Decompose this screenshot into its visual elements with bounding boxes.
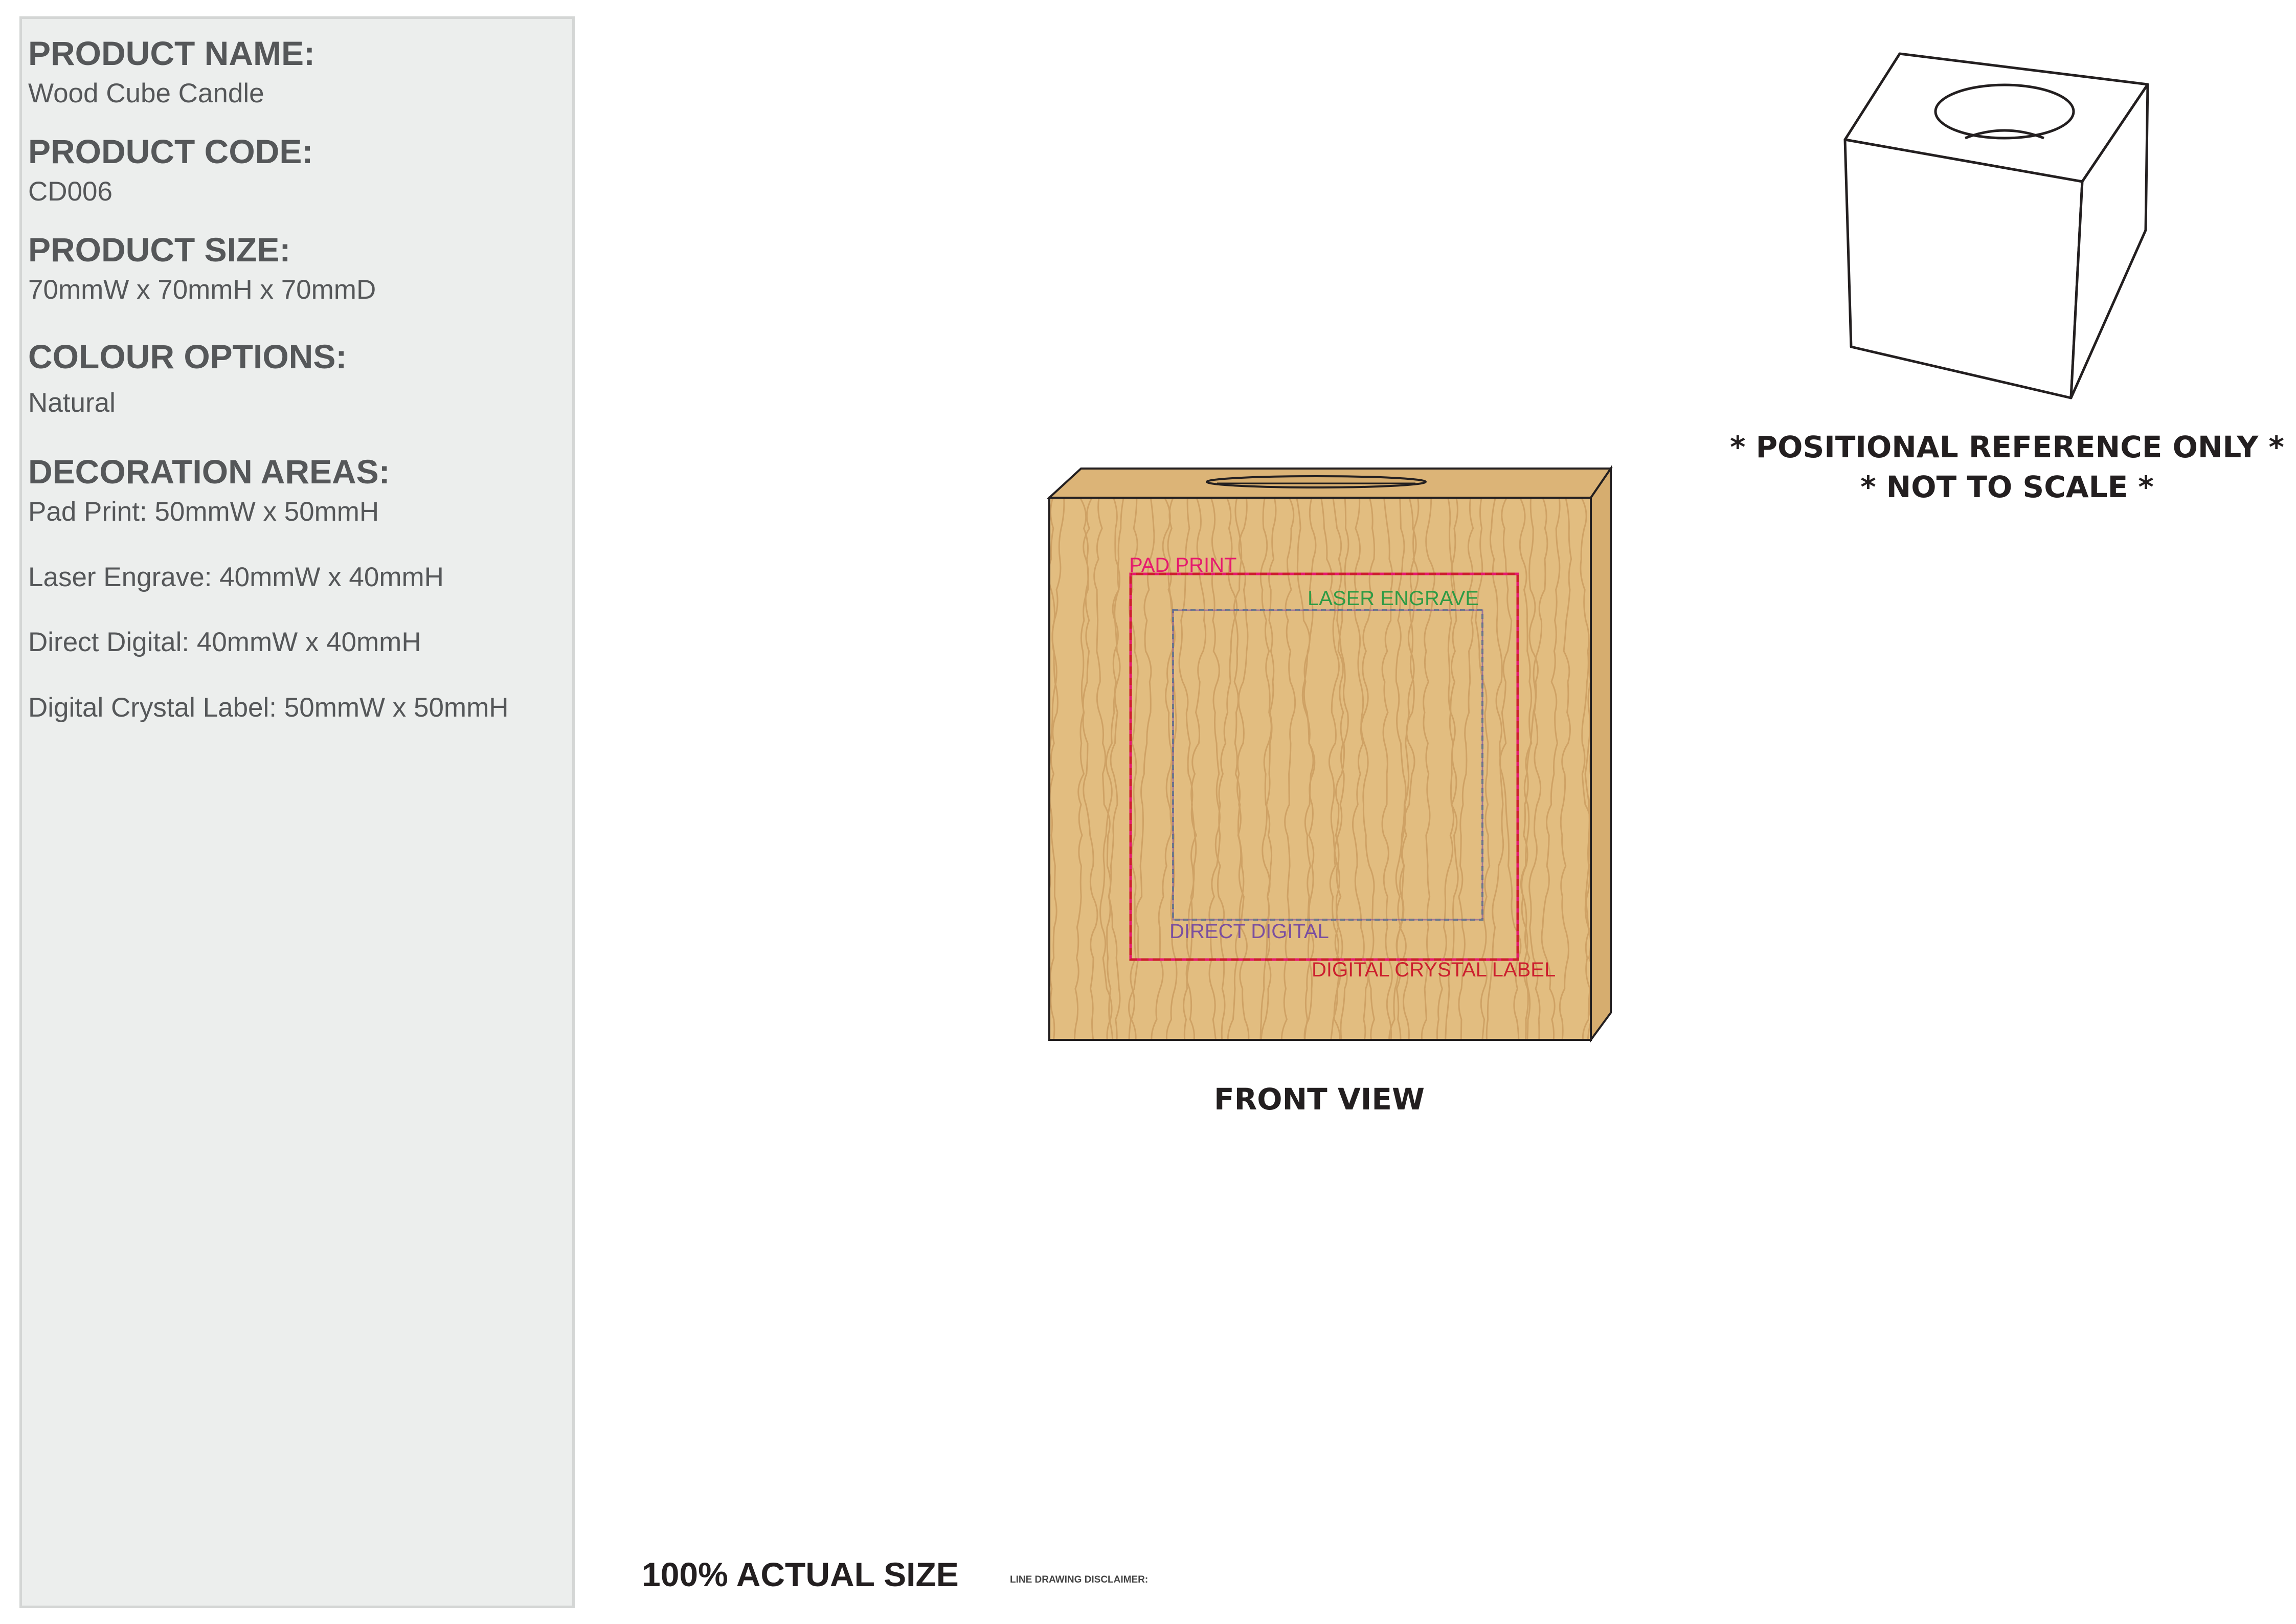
decoration-areas-heading: DECORATION AREAS: [28,453,390,491]
product-name-heading: PRODUCT NAME: [28,34,315,72]
product-size-value: 70mmW x 70mmH x 70mmD [28,275,376,305]
positional-reference-note [1713,427,2296,507]
reference-cube [1845,54,2148,398]
colour-options-value: Natural [28,388,116,418]
digital-crystal-label-label: DIGITAL CRYSTAL LABEL [1312,959,1556,981]
reference-cube-front [1845,140,2082,398]
decoration-area-direct-digital: Direct Digital: 40mmW x 40mmH [28,627,421,658]
product-code-value: CD006 [28,176,112,207]
decoration-area-digital-crystal-label: Digital Crystal Label: 50mmW x 50mmH [28,692,509,723]
line-drawing-disclaimer [1010,1574,2293,1586]
decoration-area-laser-engrave: Laser Engrave: 40mmW x 40mmH [28,562,444,592]
not-to-scale-line: * NOT TO SCALE * [1860,470,2154,504]
candle-opening [1207,476,1426,487]
front-view-caption: FRONT VIEW [1214,1082,1425,1117]
pad-print-label: PAD PRINT [1129,554,1237,576]
disclaimer-heading: LINE DRAWING DISCLAIMER: [1010,1574,1149,1585]
product-code-heading: PRODUCT CODE: [28,132,313,170]
laser-engrave-label: LASER ENGRAVE [1308,587,1479,610]
colour-options-heading: COLOUR OPTIONS: [28,338,347,375]
product-size-heading: PRODUCT SIZE: [28,231,291,269]
front-view-cube [1041,469,1611,1050]
cube-side-face [1591,469,1611,1040]
product-name-value: Wood Cube Candle [28,78,264,108]
actual-size-label: 100% ACTUAL SIZE [642,1555,959,1593]
positional-reference-line: * POSITIONAL REFERENCE ONLY * [1730,430,2284,464]
decoration-area-pad-print: Pad Print: 50mmW x 50mmH [28,497,379,527]
direct-digital-label: DIRECT DIGITAL [1169,920,1329,943]
